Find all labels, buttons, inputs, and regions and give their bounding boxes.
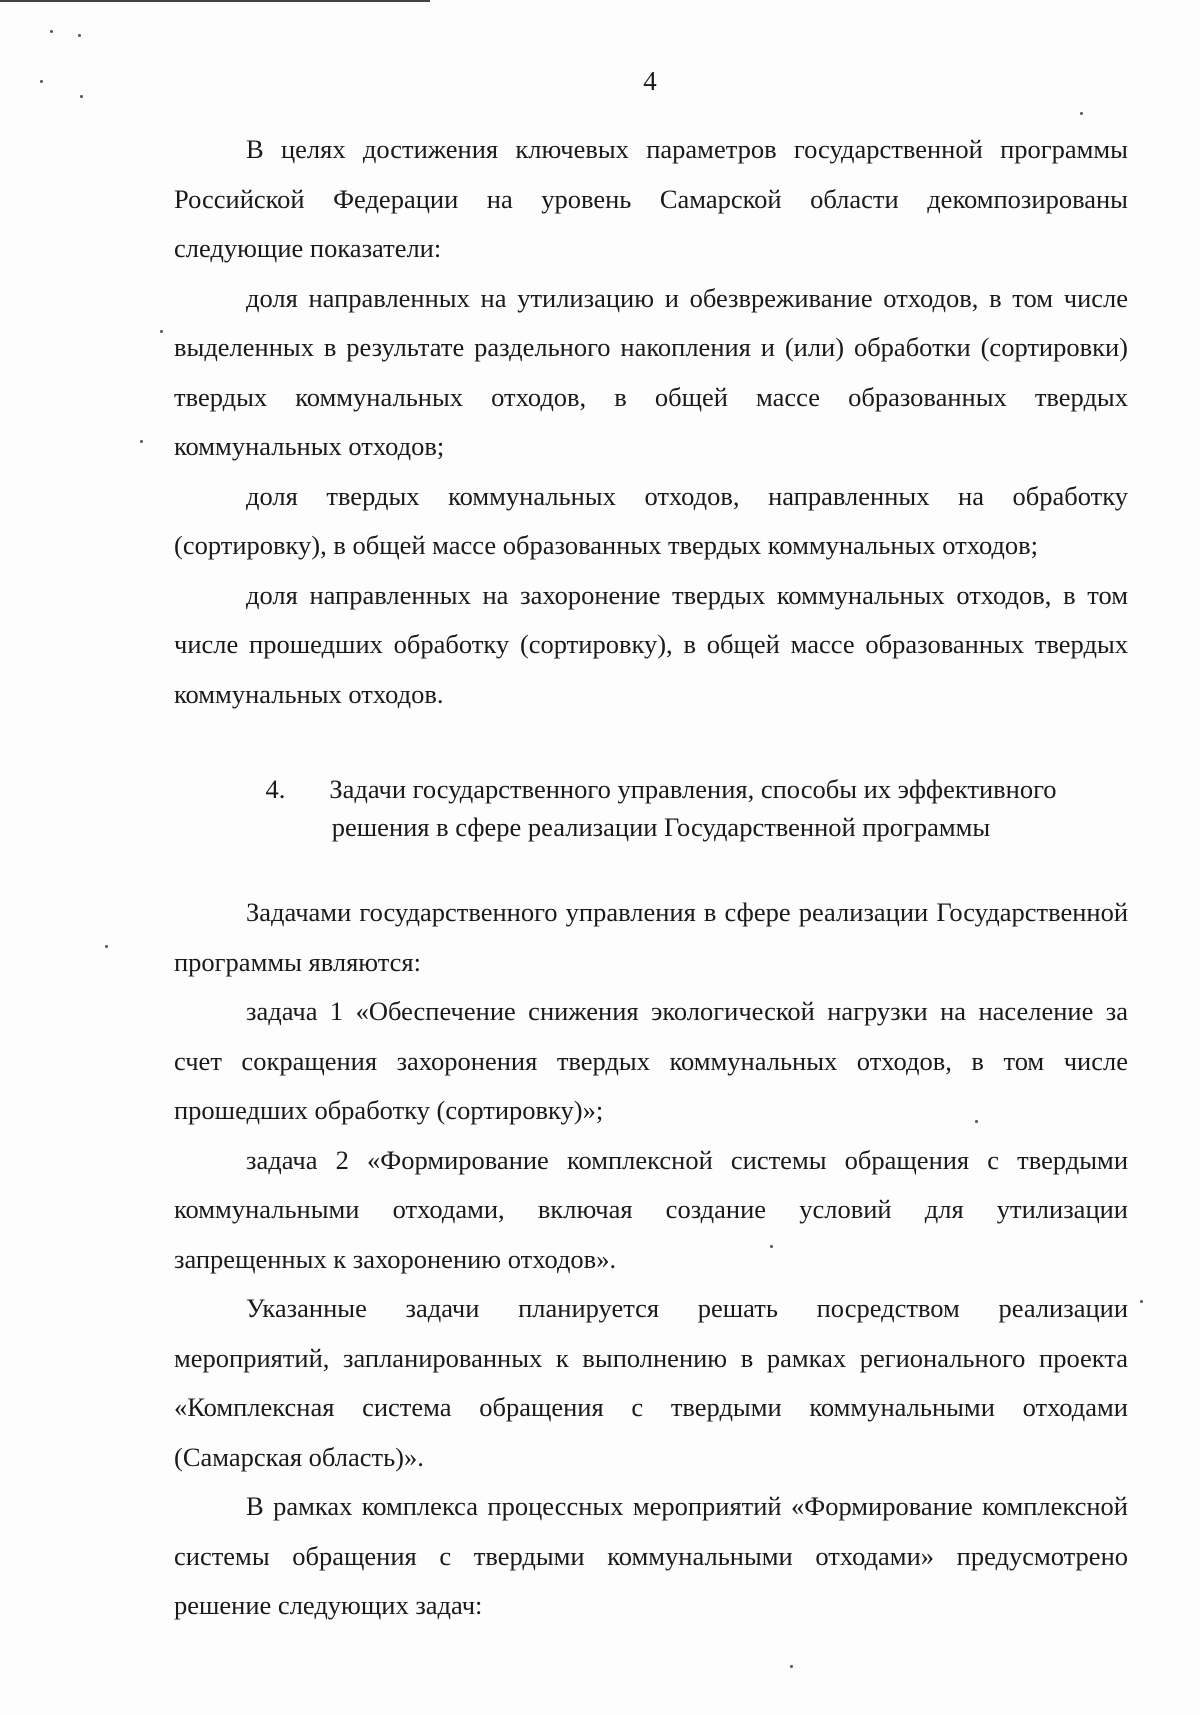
paragraph-tasks-intro: Задачами государственного управления в сфере реализации Государственной программы являются: bbox=[174, 897, 1128, 977]
scan-speck bbox=[78, 34, 81, 37]
paragraph-task-2: задача 2 «Формирование комплексной системы обращения с твердыми коммунальными отходами, включая создание условий для утилизации запрещенных к захоронению отходов». bbox=[174, 1144, 1128, 1274]
paragraph-goals-intro: В целях достижения ключевых параметров государственной программы Российской Федерации на уровень Самарской области декомпозированы следующие показатели: bbox=[174, 134, 1128, 263]
document-body bbox=[174, 125, 1128, 1631]
section-heading-line-2: решения в сфере реализации Государственной программы bbox=[331, 812, 991, 842]
scan-speck bbox=[160, 330, 163, 333]
paragraph-indicator-utilization: доля направленных на утилизацию и обезвреживание отходов, в том числе выделенных в результате раздельного накопления и (или) обработки (сортировки) твердых коммунальных отходов, в общей массе образованных твердых коммунальных отходов; bbox=[174, 282, 1128, 461]
scan-top-rule bbox=[0, 0, 430, 2]
section-number: 4. bbox=[265, 774, 286, 804]
section-heading-line-1 bbox=[194, 770, 1128, 808]
page-number: 4 bbox=[643, 66, 657, 96]
scan-speck bbox=[1140, 1300, 1143, 1303]
scan-speck bbox=[790, 1665, 793, 1668]
scan-speck bbox=[50, 30, 53, 33]
paragraph-indicator-sorting: доля твердых коммунальных отходов, направленных на обработку (сортировку), в общей массе образованных твердых коммунальных отходов; bbox=[174, 480, 1128, 560]
section-heading bbox=[174, 770, 1128, 846]
section-title-part-1: Задачи государственного управления, способы их эффективного bbox=[329, 774, 1057, 804]
paragraph-regional-project: Указанные задачи планируется решать посредством реализации мероприятий, запланированных к выполнению в рамках регионального проекта «Комплексная система обращения с твердыми коммунальными отходами (Самарская область)». bbox=[174, 1293, 1128, 1472]
scan-speck bbox=[1080, 112, 1083, 115]
paragraph-task-1: задача 1 «Обеспечение снижения экологической нагрузки на население за счет сокращения захоронения твердых коммунальных отходов, в том числе прошедших обработку (сортировку)»; bbox=[174, 996, 1128, 1125]
scan-speck bbox=[140, 440, 143, 443]
paragraph-process-measures: В рамках комплекса процессных мероприятий «Формирование комплексной системы обращения с твердыми коммунальными отходами» предусмотрено решение следующих задач: bbox=[174, 1491, 1128, 1620]
paragraph-indicator-landfill: доля направленных на захоронение твердых коммунальных отходов, в том числе прошедших обработку (сортировку), в общей массе образованных твердых коммунальных отходов. bbox=[174, 579, 1128, 709]
scan-speck bbox=[105, 945, 108, 948]
